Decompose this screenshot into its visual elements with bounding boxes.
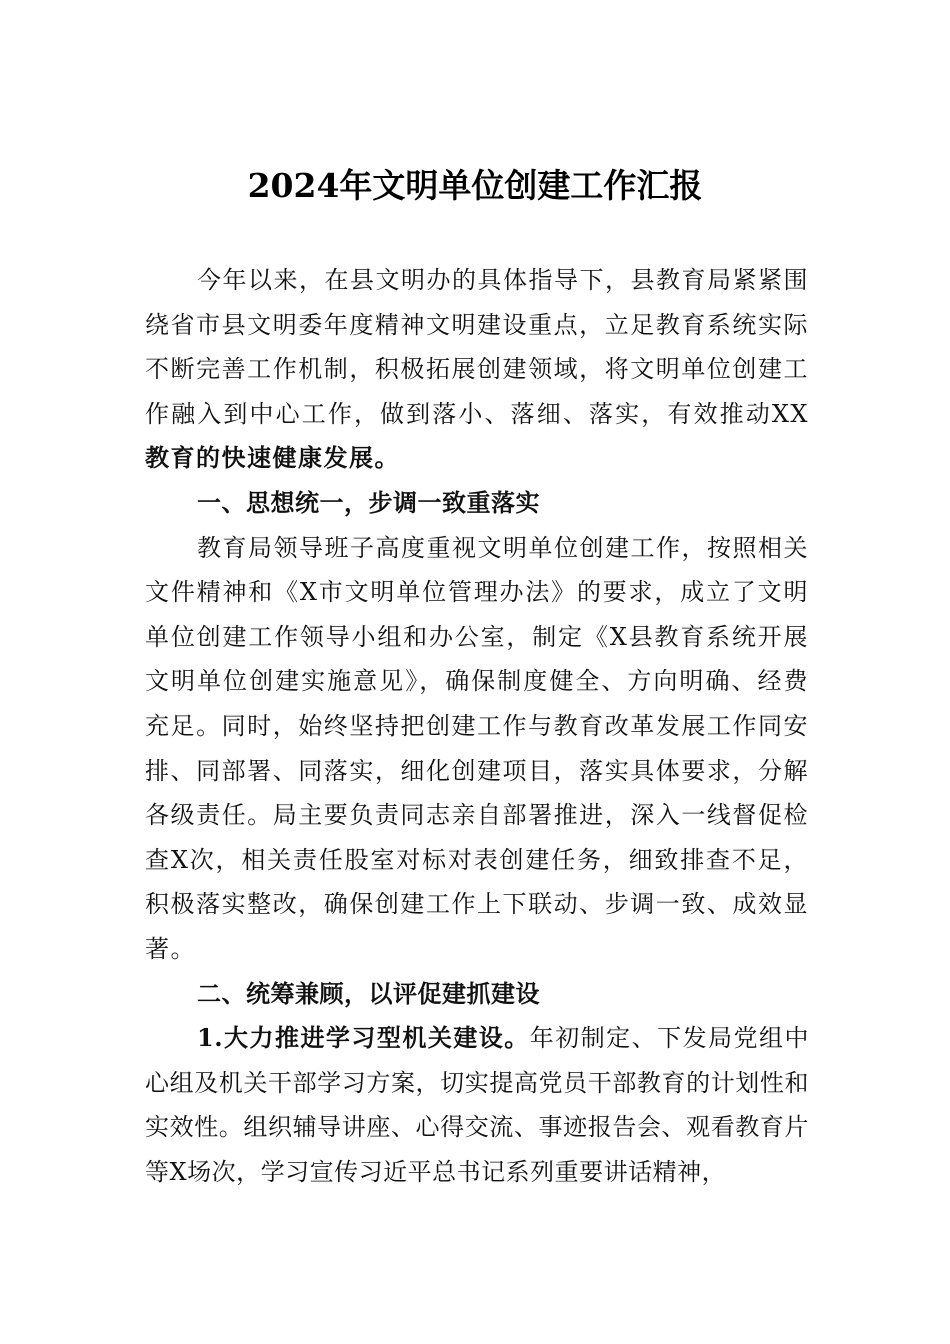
- document-body: [145, 258, 809, 1194]
- section-2-heading: 二、统筹兼顾，以评促建抓建设: [197, 979, 540, 1008]
- section-1-paragraph: 教育局领导班子高度重视文明单位创建工作，按照相关文件精神和《X市文明单位管理办法》的要求，成立了文明单位创建工作领导小组和办公室，制定《X县教育系统开展文明单位创建实施意见》，确保制度健全、方向明确、经费充足。同时，始终坚持把创建工作与教育改革发展工作同安排、同部署、同落实，细化创建项目，落实具体要求，分解各级责任。局主要负责同志亲自部署推进，深入一线督促检查X次，相关责任股室对标对表创建任务，细致排查不足，积极落实整改，确保创建工作上下联动、步调一致、成效显著。: [145, 533, 809, 963]
- section-2-item-1-paragraph: [145, 1016, 809, 1194]
- intro-bold-tail: 教育的快速健康发展。: [145, 444, 400, 473]
- item-1-lead: 1.大力推进学习型机关建设。: [197, 1023, 530, 1053]
- item-1-text: 年初制定、下发局党组中心组及机关干部学习方案，切实提高党员干部教育的计划性和实效性。组织辅导讲座、心得交流、事迹报告会、观看教育片等X场次，学习宣传习近平总书记系列重要讲话精神，: [145, 1024, 810, 1186]
- intro-paragraph: [145, 258, 809, 481]
- document-title: 2024年文明单位创建工作汇报: [247, 166, 703, 205]
- section-1-heading: 一、思想统一，步调一致重落实: [197, 488, 540, 517]
- intro-text: 今年以来，在县文明办的具体指导下，县教育局紧紧围绕省市县文明委年度精神文明建设重点，立足教育系统实际不断完善工作机制，积极拓展创建领域，将文明单位创建工作融入到中心工作，做到落小、落细、落实，有效推动XX: [145, 266, 809, 428]
